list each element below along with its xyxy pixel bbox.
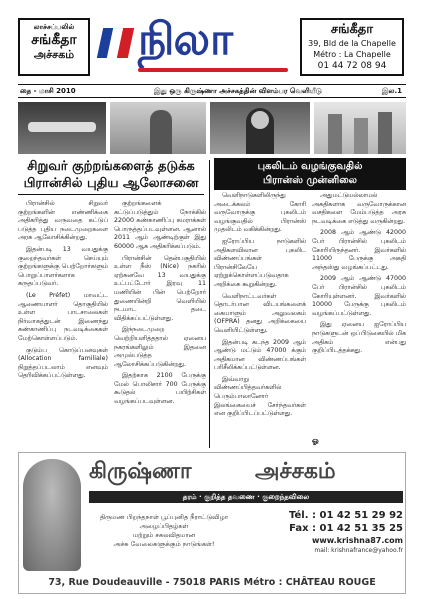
newspaper-logo <box>98 14 294 80</box>
right-ad-address1: 39, Bld de la Chapelle <box>308 39 396 48</box>
advert-address: 73, Rue Doudeauville - 75018 PARIS Métro : CHÂTEAU ROUGE <box>48 577 376 588</box>
paragraph: பிரான்சின் தென்பகுதியில் உள்ள நீஸ் (Nice) நகரில் ஏற்கனவே 13 வயதுக்கு உட்பட்டோர் இரவு 11 மணியின் பின் பெற்றோர் துணையின்றி வெளியில் நடமாட தடை விதிக்கப்பட்டுள்ளது. <box>114 254 206 322</box>
paragraph: குடும்ப கொடுப்பனவுகள் (Allocation familiale) நிறுத்தப்படலாம் எனவும் தெரிவிக்கப்பட்டுள்ளது. <box>18 346 108 380</box>
advert-service-line: திருமண பிறந்தநாள் பூப்புனித நீராட்டுவிழா <box>99 513 229 521</box>
photo-people-queue <box>314 102 406 154</box>
right-ad-address2: Métro : La Chapelle <box>313 50 391 59</box>
paragraph: குற்றங்களைக் கட்டுப்படுத்தும் நோக்கில் 22000 கண்காணிப்பு கமராக்கள் பொருத்தப்படவுள்ளன. ஆனால் 2011 ஆம் ஆண்டிற்குள் இது 60000 ஆக அதிகரிக்கப்படும். <box>114 200 206 250</box>
advert-phone: Tél. : 01 42 51 29 92 <box>289 510 403 521</box>
paragraph: 2008 ஆம் ஆண்டு 42000 பேர் பிரான்சில் புகலிடம் கோரியிருந்தனர். இவர்களில் 11000 பேருக்கு அகதி அந்தஸ்து வழங்கப்பட்டது. <box>312 229 406 271</box>
advert-fax: Fax : 01 42 51 35 25 <box>289 523 403 534</box>
photo-man-portrait <box>210 102 310 154</box>
photo-masked-face <box>18 102 106 154</box>
advert-services <box>89 513 239 549</box>
left-ad-line3: அச்சகம் <box>33 48 75 61</box>
paragraph: (Le Préfet) மாவட்ட ஆணையாளர் தொகுதியில் உள்ள பாடசாலைகள் நிர்வாகத்துடன் இணைந்து கண்காணிப்பு நடவடிக்கைகள் மேற்கொள்ளப்படும். <box>18 291 108 342</box>
paragraph: 2009 ஆம் ஆண்டு 47000 பேர் பிரான்சில் புகலிடம் கோரியுள்ளனர். இவர்களில் 10000 பேருக்கு புகலிடம் வழங்கப்பட்டுள்ளது. <box>312 275 406 317</box>
logo-swoosh <box>138 68 288 72</box>
right-article-headline <box>214 158 406 190</box>
right-article-column-1 <box>214 192 306 446</box>
left-headline-line2: பிரான்சில் புதிய ஆலோசனை <box>23 176 199 191</box>
left-article-headline <box>18 158 204 192</box>
right-headline-line2: பிரான்ஸ் முன்னிலை <box>263 175 357 186</box>
paragraph: வெளிநாடுகளிலிருந்து அடைக்கலம் கோரி வருவோருக்கு புகலிடம் வழங்குவதில் பிரான்ஸ் முதலிடம் வகிக்கின்றது. <box>214 192 306 234</box>
advert-email: mail: krishnafrance@yahoo.fr <box>314 547 403 554</box>
deity-image <box>23 459 81 571</box>
advert-website: www.krishna87.com <box>311 536 403 545</box>
right-headline-line1: புகலிடம் வழங்குவதில் <box>257 161 363 172</box>
tagline: இது ஒரு கிருஷ்ணா அச்சகத்தின் விளம்பர வெளியீடு <box>154 87 323 95</box>
paragraph: வெளிநாட்டவர்கள் தொடர்பான விடயங்களைக் கையாளும் அலுவலகம் (OFPRA) தனது அறிக்கையை வெளியிட்டுள்ளது. <box>214 292 306 334</box>
krishna-press-advert <box>18 452 406 594</box>
left-article-column-2 <box>114 200 206 446</box>
left-ad-line2: சங்கீதா <box>31 32 77 48</box>
article-end-mark: ஓ <box>312 436 319 445</box>
issue-number: இல.1 <box>381 87 402 95</box>
column-divider <box>209 160 210 448</box>
advert-title-part2: அச்சகம் <box>255 459 336 484</box>
right-ad-phone: 01 44 72 08 94 <box>317 61 387 71</box>
issue-date: தை - மாசி 2010 <box>20 87 76 95</box>
paragraph: இதன்படி கடந்த 2009 ஆம் ஆண்டு மட்டும் 47000 க்கும் அதிகமான விண்ணப்பங்கள் பரிசீலிக்கப்பட்டுள்ளன. <box>214 338 306 372</box>
advert-service-line: அச்சு வேலைகளுக்கும் நாடுங்கள்! <box>113 540 215 548</box>
masthead-left-ad <box>18 18 90 76</box>
right-ad-name: சங்கீதா <box>330 22 374 37</box>
photo-strip <box>18 102 406 154</box>
photo-woman-phone <box>110 102 206 154</box>
advert-contact <box>245 509 403 555</box>
paragraph: பிரான்சில் சிறுவர் குற்றங்களின் எண்ணிக்கை அதிகரித்து வருவதை கட்டுப் படுத்த புதிய நடைமுறைகளை அரசு ஆலோசிக்கின்றது. <box>18 200 108 242</box>
advert-service-line: மற்றும் சகலவிதமான <box>132 531 196 539</box>
paragraph: இவ்வாறு விண்ணப்பித்தவர்களில் பெரும்பாலானோர் இலங்கையைச் சேர்ந்தவர்கள் என குறிப்பிடப்பட்டுள்ளது. <box>214 375 306 418</box>
paragraph: இது ஏனைய ஐரோப்பிய நாடுகளுடன் ஒப்பிடுகையில் மிக அதிகம் என்பது குறிப்பிடத்தக்கது. <box>312 321 406 355</box>
dateline-bar <box>18 84 406 98</box>
paragraph: இதற்காக 2100 பேருக்கு மேல் பொலிசார் 700 பேருக்கு கூடுதல் பயிற்சிகள் வழங்கப்படவுள்ளன. <box>114 372 206 406</box>
left-ad-line1: லாச்சப்பலில் <box>33 23 75 31</box>
logo-title: நிலா <box>138 14 232 65</box>
masthead-right-ad <box>300 18 404 76</box>
advert-slogan-strip: தரம் · குறித்த தவணை · குறைந்தவிலை <box>89 491 403 503</box>
headline-rule <box>18 194 204 195</box>
right-article-column-2 <box>312 192 406 446</box>
advert-title <box>89 457 403 487</box>
left-headline-line1: சிறுவர் குற்றங்களைத் தடுக்க <box>27 159 195 174</box>
paragraph: அதுமட்டுமல்லாமல் அகதிகளாக வருவோருக்கான வசதிகளை மேம்படுத்த அரசு நடவடிக்கை எடுத்து வருகின்றது. <box>312 192 406 225</box>
advert-title-part1: கிருஷ்ணா <box>89 459 192 484</box>
paragraph: இந்நடைமுறை வெற்றியளித்ததால் ஏனைய நகரங்களிலும் இதனை அமுல்படுத்த ஆலோசிக்கப்படுகின்றது. <box>114 326 206 368</box>
paragraph: ஐரோப்பிய நாடுகளில் அதிகளவிலான புகலிட விண்ணப்பங்கள் பிரான்சிலேயே ஏற்றுக்கொள்ளப்படுவதாக அறிக்கை கூறுகின்றது. <box>214 237 306 288</box>
paragraph: இதன்படி 13 வயதுக்கு குறைந்தவர்கள் செய்யும் குற்றங்களுக்கு பெற்றோர்களும் பொறுப்பாளர்களாக கருதப்படுவர். <box>18 245 108 288</box>
french-flag-icon <box>98 28 132 58</box>
left-article-column-1 <box>18 200 108 446</box>
advert-service-line: அழைப்பிதழ்கள் <box>139 522 189 530</box>
